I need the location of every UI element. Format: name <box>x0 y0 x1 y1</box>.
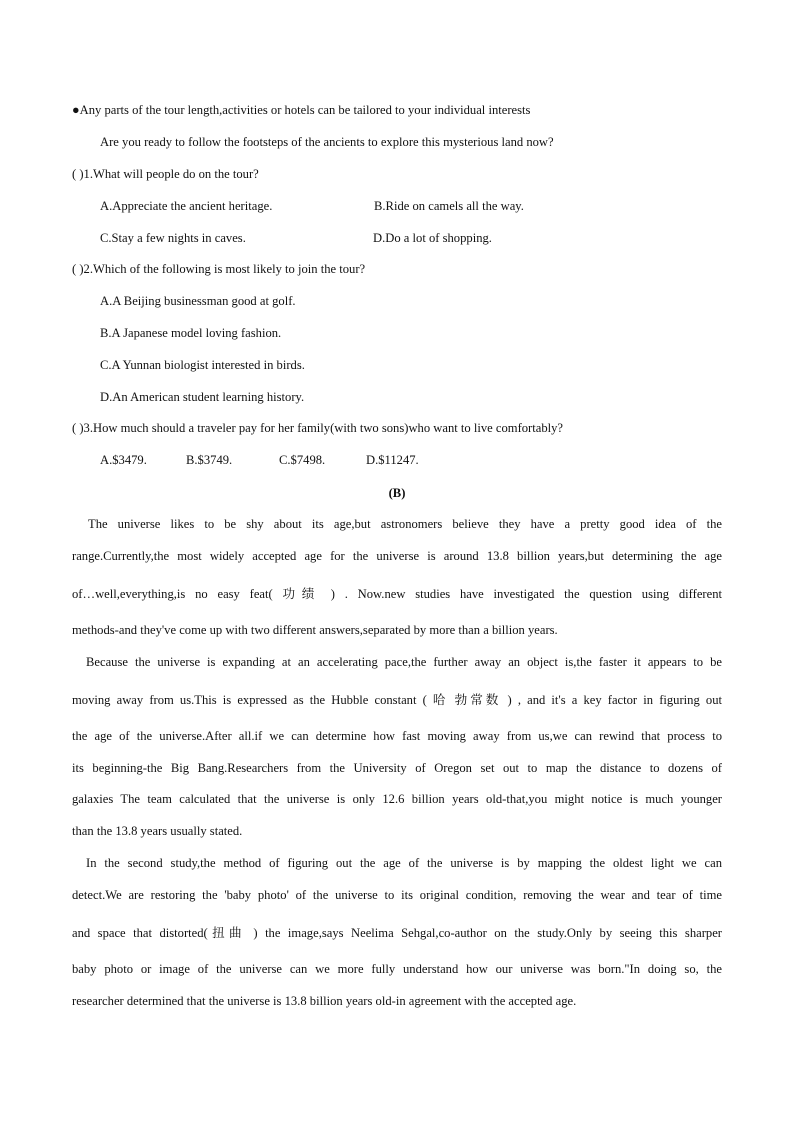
paragraph-3-line: researcher determined that the universe is 13.8 billion years old-in agreement with the accepted age. <box>72 994 577 1008</box>
question-2-option-a: A.A Beijing businessman good at golf. <box>100 294 296 308</box>
question-1-stem: ( )1.What will people do on the tour? <box>72 167 259 181</box>
paragraph-2-line: galaxies The team calculated that the universe is only 12.6 billion years old-that,you might notice is much younger <box>72 792 722 806</box>
paragraph-3-line: and space that distorted(扭曲 ) the image,says Neelima Sehgal,co-author on the study.Only by seeing this sharper <box>72 926 722 940</box>
intro-bullet: ●Any parts of the tour length,activities or hotels can be tailored to your individual interests <box>72 103 531 117</box>
question-1-option-b: B.Ride on camels all the way. <box>374 199 524 213</box>
paragraph-3-line: baby photo or image of the universe can we more fully understand how our universe was born."In doing so, the <box>72 962 722 976</box>
question-3-stem: ( )3.How much should a traveler pay for her family(with two sons)who want to live comfortably? <box>72 421 564 435</box>
section-b-title: (B) <box>388 486 406 500</box>
paragraph-2-line: its beginning-the Big Bang.Researchers from the University of Oregon set out to map the distance to dozens of <box>72 761 722 775</box>
paragraph-2-line: moving away from us.This is expressed as the Hubble constant ( 哈 勃常数 ) , and it's a key factor in figuring out <box>72 693 722 707</box>
paragraph-1-line: of…well,everything,is no easy feat( 功绩 ) . Now.new studies have investigated the question using different <box>72 587 722 601</box>
question-1-option-a: A.Appreciate the ancient heritage. <box>100 199 273 213</box>
question-3-option-c: C.$7498. <box>279 453 326 467</box>
question-3-option-d: D.$11247. <box>366 453 419 467</box>
question-2-stem: ( )2.Which of the following is most likely to join the tour? <box>72 262 366 276</box>
paragraph-2-line: than the 13.8 years usually stated. <box>72 824 243 838</box>
paragraph-1-line: methods-and they've come up with two different answers,separated by more than a billion years. <box>72 623 558 637</box>
paragraph-3-line: detect.We are restoring the 'baby photo' of the universe to its original condition, removing the wear and tear of time <box>72 888 722 902</box>
question-1-option-c: C.Stay a few nights in caves. <box>100 231 246 245</box>
paragraph-2-line: Because the universe is expanding at an accelerating pace,the further away an object is,the faster it appears to be <box>86 655 722 669</box>
intro-question: Are you ready to follow the footsteps of the ancients to explore this mysterious land now? <box>100 135 554 149</box>
question-3-option-b: B.$3749. <box>186 453 233 467</box>
question-2-option-d: D.An American student learning history. <box>100 390 305 404</box>
question-2-option-b: B.A Japanese model loving fashion. <box>100 326 282 340</box>
question-1-option-d: D.Do a lot of shopping. <box>373 231 492 245</box>
question-3-option-a: A.$3479. <box>100 453 147 467</box>
paragraph-1-line: range.Currently,the most widely accepted age for the universe is around 13.8 billion years,but determining the age <box>72 549 722 563</box>
paragraph-3-line: In the second study,the method of figuring out the age of the universe is by mapping the oldest light we can <box>86 856 722 870</box>
paragraph-2-line: the age of the universe.After all.if we can determine how fast moving away from us,we can rewind that process to <box>72 729 722 743</box>
question-2-option-c: C.A Yunnan biologist interested in birds. <box>100 358 305 372</box>
paragraph-1-line: The universe likes to be shy about its age,but astronomers believe they have a pretty good idea of the <box>88 517 722 531</box>
